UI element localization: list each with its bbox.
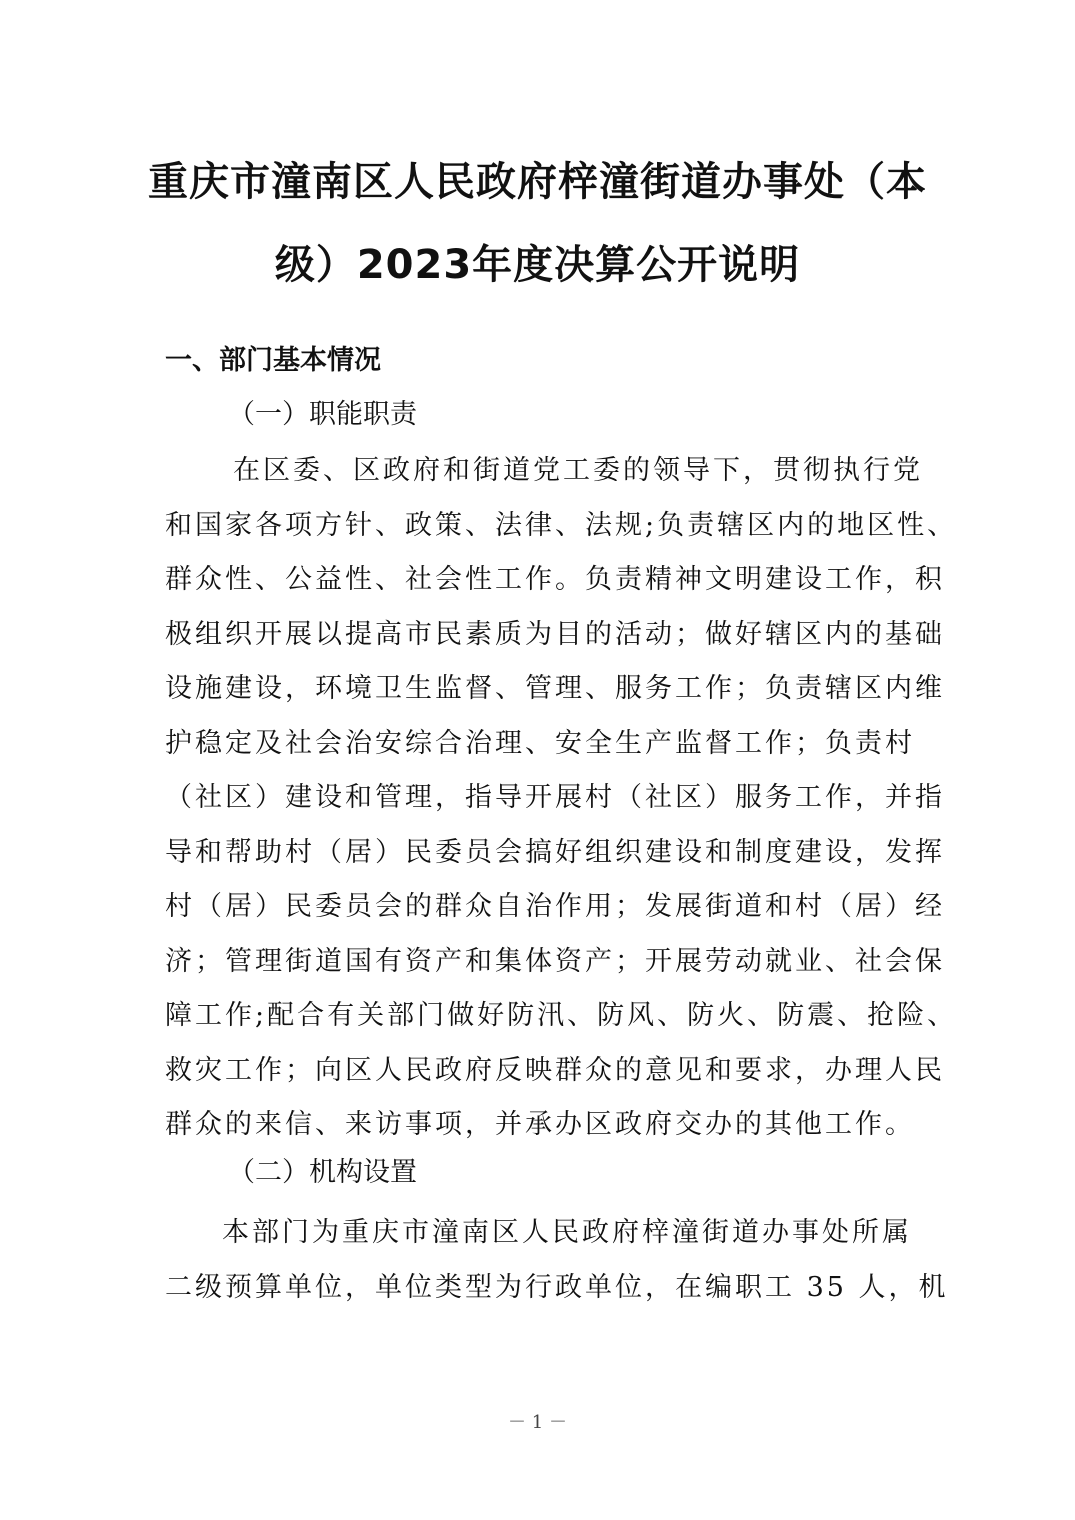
paragraph-line: 设施建设，环境卫生监督、管理、服务工作；负责辖区内维	[165, 673, 945, 704]
document-title-line-1: 重庆市潼南区人民政府梓潼街道办事处（本	[148, 159, 927, 205]
paragraph-line: 障工作;配合有关部门做好防汛、防风、防火、防震、抢险、	[165, 1000, 958, 1031]
subsection-heading-functions: （一）职能职责	[228, 399, 417, 430]
section-heading-basic-info: 一、部门基本情况	[165, 345, 381, 376]
paragraph-line: 群众性、公益性、社会性工作。负责精神文明建设工作，积	[165, 564, 945, 595]
paragraph-line: 在区委、区政府和街道党工委的领导下，贯彻执行党	[233, 455, 923, 486]
paragraph-line: 济；管理街道国有资产和集体资产；开展劳动就业、社会保	[165, 946, 945, 977]
paragraph-line: 本部门为重庆市潼南区人民政府梓潼街道办事处所属	[222, 1217, 912, 1248]
page-number: － 1 －	[508, 1412, 567, 1433]
paragraph-line: 极组织开展以提高市民素质为目的活动；做好辖区内的基础	[165, 619, 945, 650]
document-title-line-2: 级）2023年度决算公开说明	[274, 242, 801, 288]
paragraph-line: 护稳定及社会治安综合治理、安全生产监督工作；负责村	[165, 728, 915, 759]
paragraph-line: 救灾工作；向区人民政府反映群众的意见和要求，办理人民	[165, 1055, 945, 1086]
paragraph-line: 群众的来信、来访事项，并承办区政府交办的其他工作。	[165, 1109, 915, 1140]
paragraph-line: 村（居）民委员会的群众自治作用；发展街道和村（居）经	[165, 891, 945, 922]
paragraph-line: 和国家各项方针、政策、法律、法规;负责辖区内的地区性、	[165, 510, 958, 541]
paragraph-line: （社区）建设和管理，指导开展村（社区）服务工作，并指	[165, 782, 945, 813]
paragraph-line: 导和帮助村（居）民委员会搞好组织建设和制度建设，发挥	[165, 837, 945, 868]
subsection-heading-organization: （二）机构设置	[228, 1157, 417, 1188]
paragraph-line: 二级预算单位，单位类型为行政单位，在编职工 35 人，机	[165, 1272, 949, 1303]
